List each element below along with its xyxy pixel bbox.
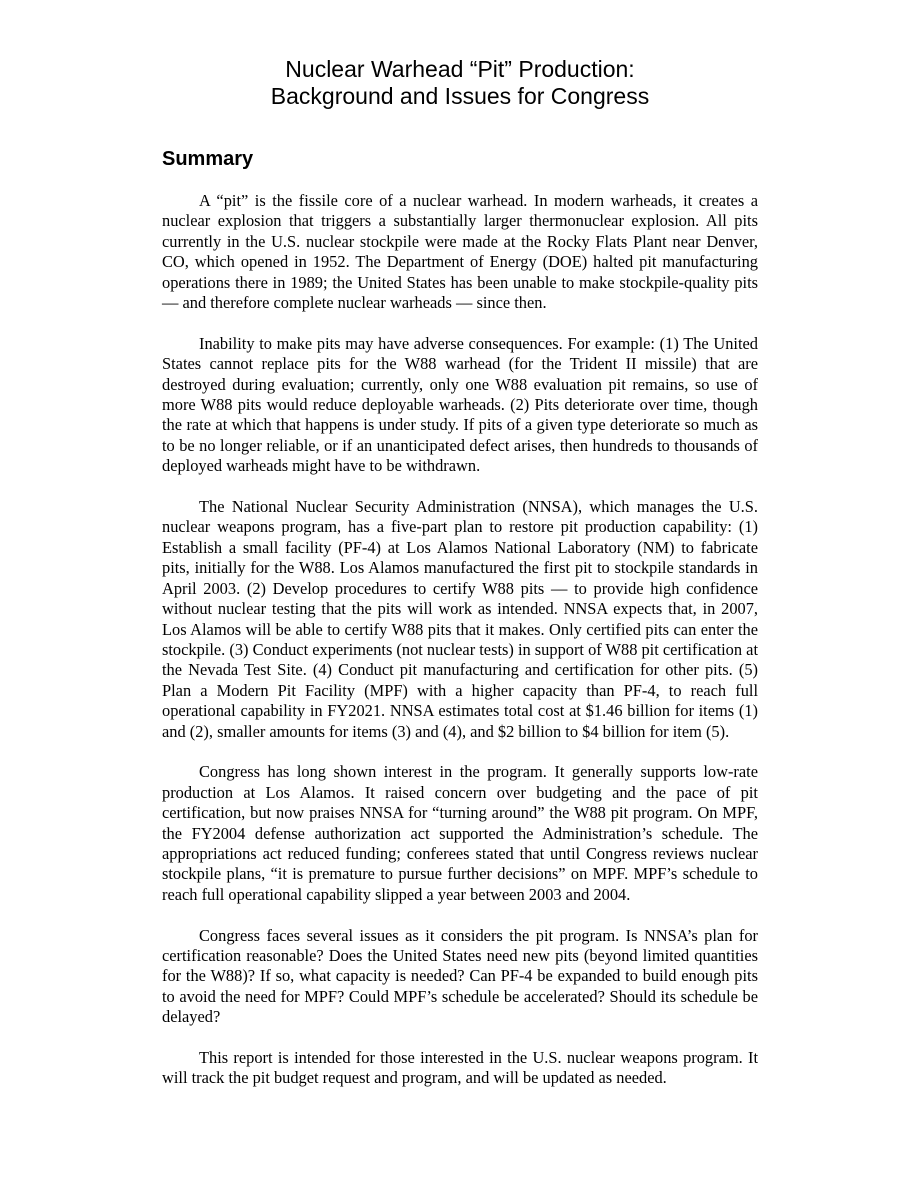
- section-heading-summary: Summary: [162, 148, 254, 170]
- document-page: [162, 56, 758, 1109]
- paragraph-1: A “pit” is the fissile core of a nuclear warhead. In modern warheads, it creates a nuclear explosion that triggers a substantially larger thermonuclear explosion. All pits currently in the U.S. nuclear stockpile were made at the Rocky Flats Plant near Denver, CO, which opened in 1952. The Department of Energy (DOE) halted pit manufacturing operations there in 1989; the United States has been unable to make stockpile-quality pits — and therefore complete nuclear warheads — since then.: [162, 191, 758, 313]
- paragraph-5: Congress faces several issues as it considers the pit program. Is NNSA’s plan for certification reasonable? Does the United States need new pits (beyond limited quantities for the W88)? If so, what capacity is needed? Can PF-4 be expanded to build enough pits to avoid the need for MPF? Could MPF’s schedule be accelerated? Should its schedule be delayed?: [162, 925, 758, 1027]
- paragraph-2: Inability to make pits may have adverse consequences. For example: (1) The United States cannot replace pits for the W88 warhead (for the Trident II missile) that are destroyed during evaluation; currently, only one W88 evaluation pit remains, so use of more W88 pits would reduce deployable warheads. (2) Pits deteriorate over time, though the rate at which that happens is under study. If pits of a given type deteriorate so much as to be no longer reliable, or if an unanticipated defect arises, then hundreds to thousands of deployed warheads might have to be withdrawn.: [162, 333, 758, 476]
- document-title: [162, 56, 758, 110]
- paragraph-3: The National Nuclear Security Administration (NNSA), which manages the U.S. nuclear weapons program, has a five-part plan to restore pit production capability: (1) Establish a small facility (PF-4) at Los Alamos National Laboratory (NM) to fabricate pits, initially for the W88. Los Alamos manufactured the first pit to stockpile standards in April 2003. (2) Develop procedures to certify W88 pits — to provide high confidence without nuclear testing that the pits will work as intended. NNSA expects that, in 2007, Los Alamos will be able to certify W88 pits that it makes. Only certified pits can enter the stockpile. (3) Conduct experiments (not nuclear tests) in support of W88 pit certification at the Nevada Test Site. (4) Conduct pit manufacturing and certification for other pits. (5) Plan a Modern Pit Facility (MPF) with a higher capacity than PF-4, to reach full operational capability in FY2021. NNSA estimates total cost at $1.46 billion for items (1) and (2), smaller amounts for items (3) and (4), and $2 billion to $4 billion for item (5).: [162, 497, 758, 741]
- title-line-2: Background and Issues for Congress: [270, 83, 650, 109]
- paragraph-6: This report is intended for those interested in the U.S. nuclear weapons program. It will track the pit budget request and program, and will be updated as needed.: [162, 1047, 758, 1088]
- paragraph-4: Congress has long shown interest in the program. It generally supports low-rate production at Los Alamos. It raised concern over budgeting and the pace of pit certification, but now praises NNSA for “turning around” the W88 pit program. On MPF, the FY2004 defense authorization act supported the Administration’s schedule. The appropriations act reduced funding; conferees stated that until Congress reviews nuclear stockpile plans, “it is premature to pursue further decisions” on MPF. MPF’s schedule to reach full operational capability slipped a year between 2003 and 2004.: [162, 762, 758, 904]
- title-line-1: Nuclear Warhead “Pit” Production:: [285, 56, 635, 82]
